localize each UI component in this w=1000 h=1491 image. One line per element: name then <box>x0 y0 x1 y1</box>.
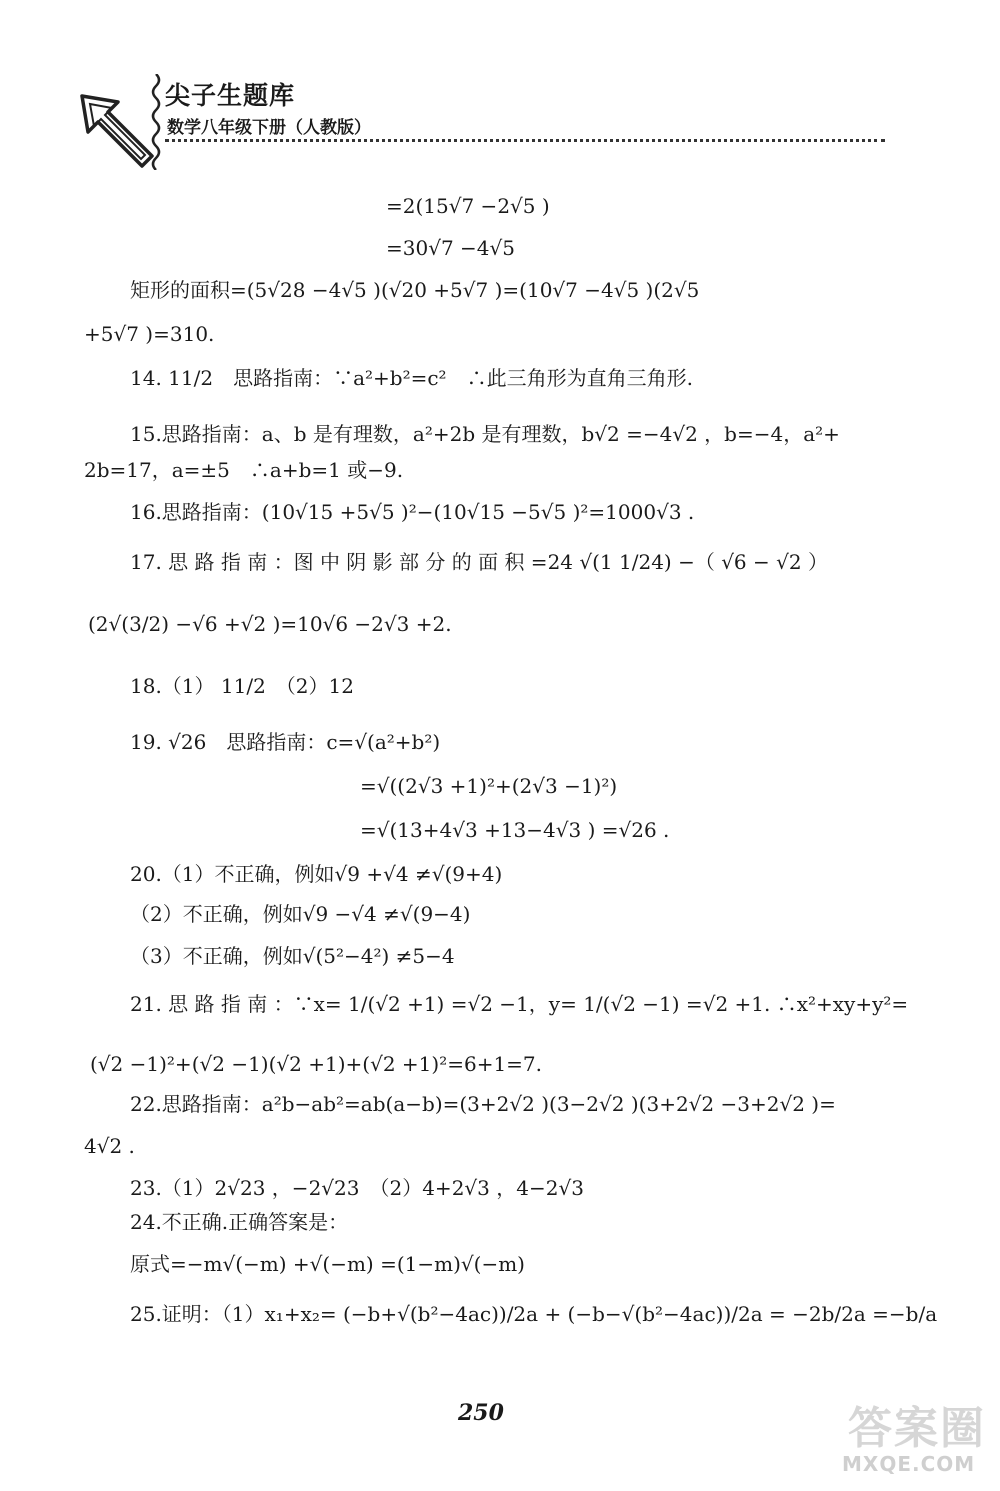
page-number: 250 <box>458 1400 504 1426</box>
header-wavy-divider <box>148 74 164 170</box>
book-title: 尖子生题库 <box>165 81 296 110</box>
book-subtitle: 数学八年级下册（人教版） <box>167 118 371 138</box>
header-arrow-icon <box>78 92 158 172</box>
watermark-logo: 答案圈 <box>848 1403 986 1454</box>
watermark-site: MXQE.COM <box>842 1452 976 1476</box>
header-dotted-rule <box>165 139 885 142</box>
